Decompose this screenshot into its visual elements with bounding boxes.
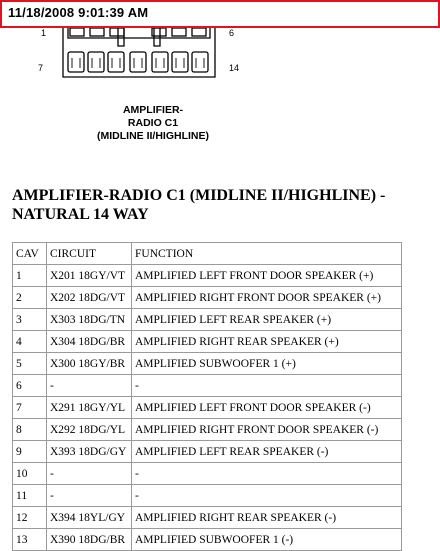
function-cell: - — [132, 463, 402, 485]
circuit-cell: X300 18GY/BR — [47, 353, 132, 375]
function-cell: AMPLIFIED RIGHT REAR SPEAKER (+) — [132, 331, 402, 353]
pin-label-7: 7 — [38, 63, 44, 73]
column-header-function: FUNCTION — [132, 243, 402, 265]
function-cell: AMPLIFIED RIGHT REAR SPEAKER (-) — [132, 507, 402, 529]
pinout-table-body — [13, 265, 402, 551]
table-row — [13, 353, 402, 375]
circuit-cell: - — [47, 485, 132, 507]
cav-cell: 10 — [13, 463, 47, 485]
circuit-cell: X201 18GY/VT — [47, 265, 132, 287]
function-cell: AMPLIFIED LEFT REAR SPEAKER (-) — [132, 441, 402, 463]
column-header-cav: CAV — [13, 243, 47, 265]
circuit-cell: - — [47, 463, 132, 485]
cav-cell: 1 — [13, 265, 47, 287]
connector-label-line: AMPLIFIER- — [122, 104, 184, 116]
cav-cell: 4 — [13, 331, 47, 353]
column-header-circuit: CIRCUIT — [47, 243, 132, 265]
function-cell: AMPLIFIED SUBWOOFER 1 (-) — [132, 529, 402, 551]
circuit-cell: X394 18YL/GY — [47, 507, 132, 529]
timestamp-bar — [0, 0, 440, 28]
cav-cell: 3 — [13, 309, 47, 331]
cav-cell: 8 — [13, 419, 47, 441]
title-line-2: NATURAL 14 WAY — [12, 206, 149, 223]
table-row — [13, 375, 402, 397]
table-row — [13, 419, 402, 441]
function-cell: AMPLIFIED SUBWOOFER 1 (+) — [132, 353, 402, 375]
connector-title — [12, 186, 432, 224]
circuit-cell: X303 18DG/TN — [47, 309, 132, 331]
cav-cell: 9 — [13, 441, 47, 463]
connector-label-line: (MIDLINE II/HIGHLINE) — [97, 130, 209, 142]
table-row — [13, 331, 402, 353]
cav-cell: 12 — [13, 507, 47, 529]
cav-cell: 2 — [13, 287, 47, 309]
circuit-cell: X202 18DG/VT — [47, 287, 132, 309]
pinout-table — [12, 242, 402, 551]
pin-label-14: 14 — [229, 63, 240, 73]
table-row — [13, 529, 402, 551]
table-row — [13, 309, 402, 331]
function-cell: AMPLIFIED LEFT FRONT DOOR SPEAKER (+) — [132, 265, 402, 287]
table-row — [13, 397, 402, 419]
pin-label-6: 6 — [229, 28, 235, 38]
title-line-1: AMPLIFIER-RADIO C1 (MIDLINE II/HIGHLINE) - — [12, 187, 386, 204]
cav-cell: 13 — [13, 529, 47, 551]
timestamp: 11/18/2008 9:01:39 AM — [8, 5, 149, 20]
circuit-cell: X292 18DG/YL — [47, 419, 132, 441]
function-cell: AMPLIFIED RIGHT FRONT DOOR SPEAKER (+) — [132, 287, 402, 309]
circuit-cell: X291 18GY/YL — [47, 397, 132, 419]
pin-label-1: 1 — [41, 28, 47, 38]
function-cell: - — [132, 375, 402, 397]
connector-label-line: RADIO C1 — [127, 117, 179, 129]
function-cell: AMPLIFIED LEFT REAR SPEAKER (+) — [132, 309, 402, 331]
circuit-cell: - — [47, 375, 132, 397]
table-row — [13, 507, 402, 529]
cav-cell: 6 — [13, 375, 47, 397]
table-row — [13, 485, 402, 507]
cav-cell: 5 — [13, 353, 47, 375]
table-row — [13, 265, 402, 287]
circuit-cell: X390 18DG/BR — [47, 529, 132, 551]
circuit-cell: X393 18DG/GY — [47, 441, 132, 463]
circuit-cell: X304 18DG/BR — [47, 331, 132, 353]
cav-cell: 7 — [13, 397, 47, 419]
function-cell: AMPLIFIED RIGHT FRONT DOOR SPEAKER (-) — [132, 419, 402, 441]
table-row — [13, 463, 402, 485]
table-header-row — [13, 243, 402, 265]
connector-label — [58, 104, 248, 143]
function-cell: - — [132, 485, 402, 507]
table-row — [13, 441, 402, 463]
table-row — [13, 287, 402, 309]
cav-cell: 11 — [13, 485, 47, 507]
function-cell: AMPLIFIED LEFT FRONT DOOR SPEAKER (-) — [132, 397, 402, 419]
